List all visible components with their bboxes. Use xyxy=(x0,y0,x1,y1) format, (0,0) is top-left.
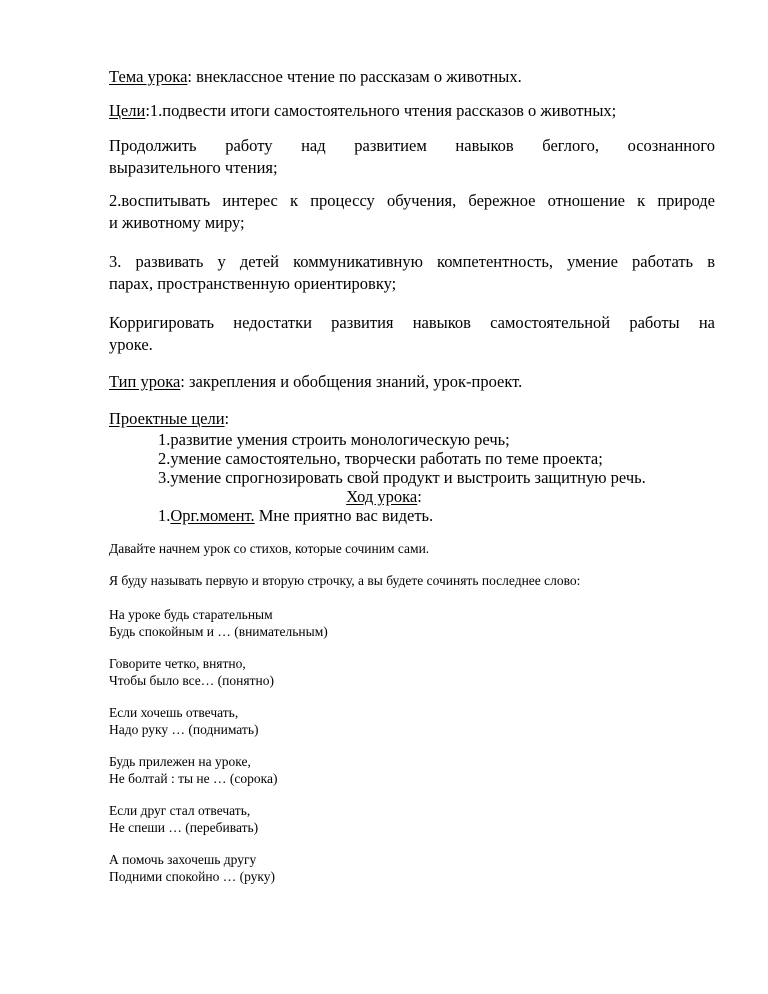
project-label: Проектные цели xyxy=(109,409,225,428)
verse-2-line-2: Чтобы было все… (понятно) xyxy=(109,673,274,688)
poem-intro-2: Я буду называть первую и вторую строчку, а вы будете сочинять последнее слово: xyxy=(109,573,581,588)
verse-6-line-1: А помочь захочешь другу xyxy=(109,852,257,867)
verse-5-line-1: Если друг стал отвечать, xyxy=(109,803,251,818)
goal-3-line-2: парах, пространственную ориентировку; xyxy=(109,274,397,293)
poem-intro-1: Давайте начнем урок со стихов, которые сочиним сами. xyxy=(109,541,430,556)
continue-line-1: Продолжить работу над развитием навыков беглого, осознанного xyxy=(109,136,715,155)
verse-6-line-2: Подними спокойно … (руку) xyxy=(109,869,276,884)
verse-3-line-2: Надо руку … (поднимать) xyxy=(109,722,259,737)
course-label: Ход урока xyxy=(346,487,418,506)
goals-label: Цели xyxy=(109,101,146,120)
verse-4-line-2: Не болтай : ты не … (сорока) xyxy=(109,771,278,786)
verse-4-line-1: Будь прилежен на уроке, xyxy=(109,754,251,769)
project-goal-2: 2.умение самостоятельно, творчески работать по теме проекта; xyxy=(158,449,603,468)
project-goal-3: 3.умение спрогнозировать свой продукт и выстроить защитную речь. xyxy=(158,468,646,487)
goal-3-line-1: 3. развивать у детей коммуникативную компетентность, умение работать в xyxy=(109,252,715,271)
topic-text: : внеклассное чтение по рассказам о животных. xyxy=(187,67,522,86)
goal-2-line-1: 2.воспитывать интерес к процессу обучения, бережное отношение к природе xyxy=(109,191,715,210)
type-text: : закрепления и обобщения знаний, урок-проект. xyxy=(180,372,523,391)
project-colon: : xyxy=(224,409,230,428)
verse-2-line-1: Говорите четко, внятно, xyxy=(109,656,246,671)
verse-1-line-2: Будь спокойным и … (внимательным) xyxy=(109,624,328,639)
goals-line xyxy=(109,100,715,121)
verse-5-line-2: Не спеши … (перебивать) xyxy=(109,820,259,835)
project-goal-1: 1.развитие умения строить монологическую речь; xyxy=(158,430,510,449)
goal-1: :1.подвести итоги самостоятельного чтения рассказов о животных; xyxy=(145,101,617,120)
type-line xyxy=(109,371,715,392)
org-label: Орг.момент. xyxy=(170,506,255,525)
continue-line-2: выразительного чтения; xyxy=(109,158,278,177)
project-heading xyxy=(109,408,715,429)
course-colon: : xyxy=(417,487,422,506)
org-text: Мне приятно вас видеть. xyxy=(254,506,434,525)
type-label: Тип урока xyxy=(109,372,181,391)
correct-line-1: Корригировать недостатки развития навыков самостоятельной работы на xyxy=(109,313,715,332)
topic-label: Тема урока xyxy=(109,67,188,86)
verse-1-line-1: На уроке будь старательным xyxy=(109,607,273,622)
org-number: 1. xyxy=(158,506,171,525)
goal-2-line-2: и животному миру; xyxy=(109,213,245,232)
org-moment-line xyxy=(158,505,715,526)
verse-3-line-1: Если хочешь отвечать, xyxy=(109,705,239,720)
topic-line xyxy=(109,66,715,87)
course-heading xyxy=(0,486,768,507)
correct-line-2: уроке. xyxy=(109,335,153,354)
